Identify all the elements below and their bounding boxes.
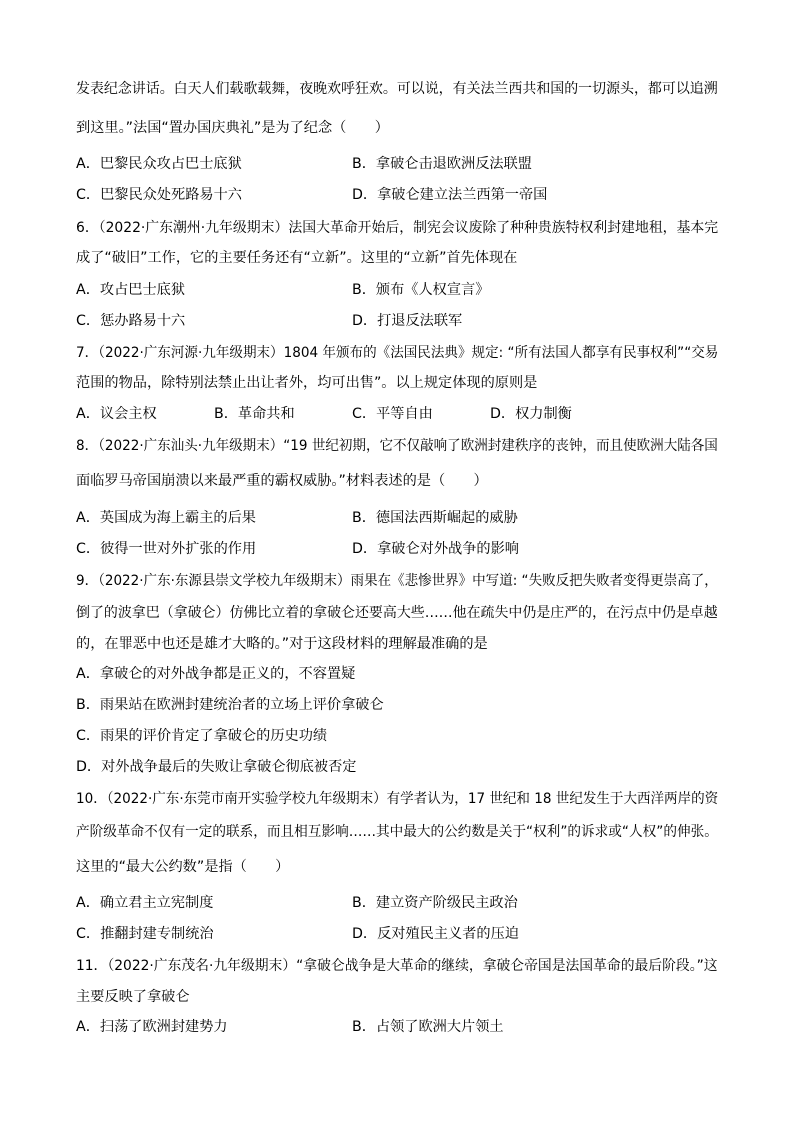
question-9-stem-line: 倒了的波拿巴（拿破仑）仿佛比立着的拿破仑还要高大些……他在疏失中仍是庄严的，在污点中仍是卓越 <box>76 605 718 621</box>
question-8-option-a: A．英国成为海上霸主的后果 <box>76 510 256 526</box>
question-10-stem-line: 产阶级革命不仅有一定的联系，而且相互影响……其中最大的公约数是关于“权利”的诉求或“人权”的伸张。 <box>76 824 718 840</box>
question-5-option-c: C．巴黎民众处死路易十六 <box>76 187 242 203</box>
question-8-stem-line: 面临罗马帝国崩溃以来最严重的霸权威胁。”材料表述的是（ ） <box>76 473 488 489</box>
question-10-option-c: C．推翻封建专制统治 <box>76 926 214 942</box>
question-7-option-b: B．革命共和 <box>214 406 295 422</box>
question-5-option-b: B．拿破仑击退欧洲反法联盟 <box>352 156 532 172</box>
question-9-option-a: A．拿破仑的对外战争都是正义的，不容置疑 <box>76 666 356 682</box>
question-6-stem-line: 成了“破旧”工作，它的主要任务还有“立新”。这里的“立新”首先体现在 <box>76 250 518 266</box>
question-7-option-d: D．权力制衡 <box>490 406 572 422</box>
question-11-stem-line: 11．（2022·广东茂名·九年级期末）“拿破仑战争是大革命的继续，拿破仑帝国是法国革命的最后阶段。”这 <box>76 958 718 974</box>
question-9-option-d: D．对外战争最后的失败让拿破仑彻底被否定 <box>76 759 357 775</box>
question-9-option-c: C．雨果的评价肯定了拿破仑的历史功绩 <box>76 728 328 744</box>
question-6-option-c: C．惩办路易十六 <box>76 313 186 329</box>
question-9-stem-line: 9．（2022·广东·东源县崇文学校九年级期末）雨果在《悲惨世界》中写道: “失败反把失败者变得更崇高了， <box>76 573 718 589</box>
question-8-option-d: D．拿破仑对外战争的影响 <box>352 541 519 557</box>
question-9-stem-line: 的，在罪恶中也还是雄才大略的。”对于这段材料的理解最准确的是 <box>76 636 488 652</box>
question-11-stem-line: 主要反映了拿破仑 <box>76 989 190 1005</box>
question-7-stem-line: 7．（2022·广东河源·九年级期末）1804 年颁布的《法国民法典》规定: “所有法国人都享有民事权利”“交易 <box>76 345 719 361</box>
question-5-text-line: 发表纪念讲话。白天人们载歌载舞，夜晚欢呼狂欢。可以说，有关法兰西共和国的一切源头，都可以追溯 <box>76 81 718 97</box>
question-6-option-b: B．颁布《人权宣言》 <box>352 282 490 298</box>
question-10-option-a: A．确立君主立宪制度 <box>76 895 214 911</box>
question-11-option-a: A．扫荡了欧洲封建势力 <box>76 1019 228 1035</box>
question-6-option-a: A．攻占巴士底狱 <box>76 282 186 298</box>
question-10-option-b: B．建立资产阶级民主政治 <box>352 895 518 911</box>
question-5-option-d: D．拿破仑建立法兰西第一帝国 <box>352 187 548 203</box>
question-11-option-b: B．占领了欧洲大片领土 <box>352 1019 504 1035</box>
question-10-option-d: D．反对殖民主义者的压迫 <box>352 926 519 942</box>
question-8-option-b: B．德国法西斯崛起的威胁 <box>352 510 518 526</box>
question-6-option-d: D．打退反法联军 <box>352 313 463 329</box>
question-7-option-a: A．议会主权 <box>76 406 157 422</box>
question-10-stem-line: 10．（2022·广东·东莞市南开实验学校九年级期末）有学者认为，17 世纪和 18 世纪发生于大西洋两岸的资 <box>76 791 719 807</box>
question-9-option-b: B．雨果站在欧洲封建统治者的立场上评价拿破仑 <box>76 697 384 713</box>
question-5-option-a: A．巴黎民众攻占巴士底狱 <box>76 156 242 172</box>
question-7-option-c: C．平等自由 <box>352 406 433 422</box>
question-7-stem-line: 范围的物品，除特别法禁止出让者外，均可出售”。以上规定体现的原则是 <box>76 375 538 391</box>
question-6-stem-line: 6．（2022·广东潮州·九年级期末）法国大革命开始后，制宪会议废除了种种贵族特权利封建地租，基本完 <box>76 220 719 236</box>
question-8-stem-line: 8．（2022·广东汕头·九年级期末）“19 世纪初期，它不仅敲响了欧洲封建秩序的丧钟，而且使欧洲大陆各国 <box>76 438 718 454</box>
question-8-option-c: C．彼得一世对外扩张的作用 <box>76 541 257 557</box>
question-10-stem-line: 这里的“最大公约数”是指（ ） <box>76 859 290 875</box>
question-5-text-line: 到这里。”法国“置办国庆典礼”是为了纪念（ ） <box>76 120 389 136</box>
